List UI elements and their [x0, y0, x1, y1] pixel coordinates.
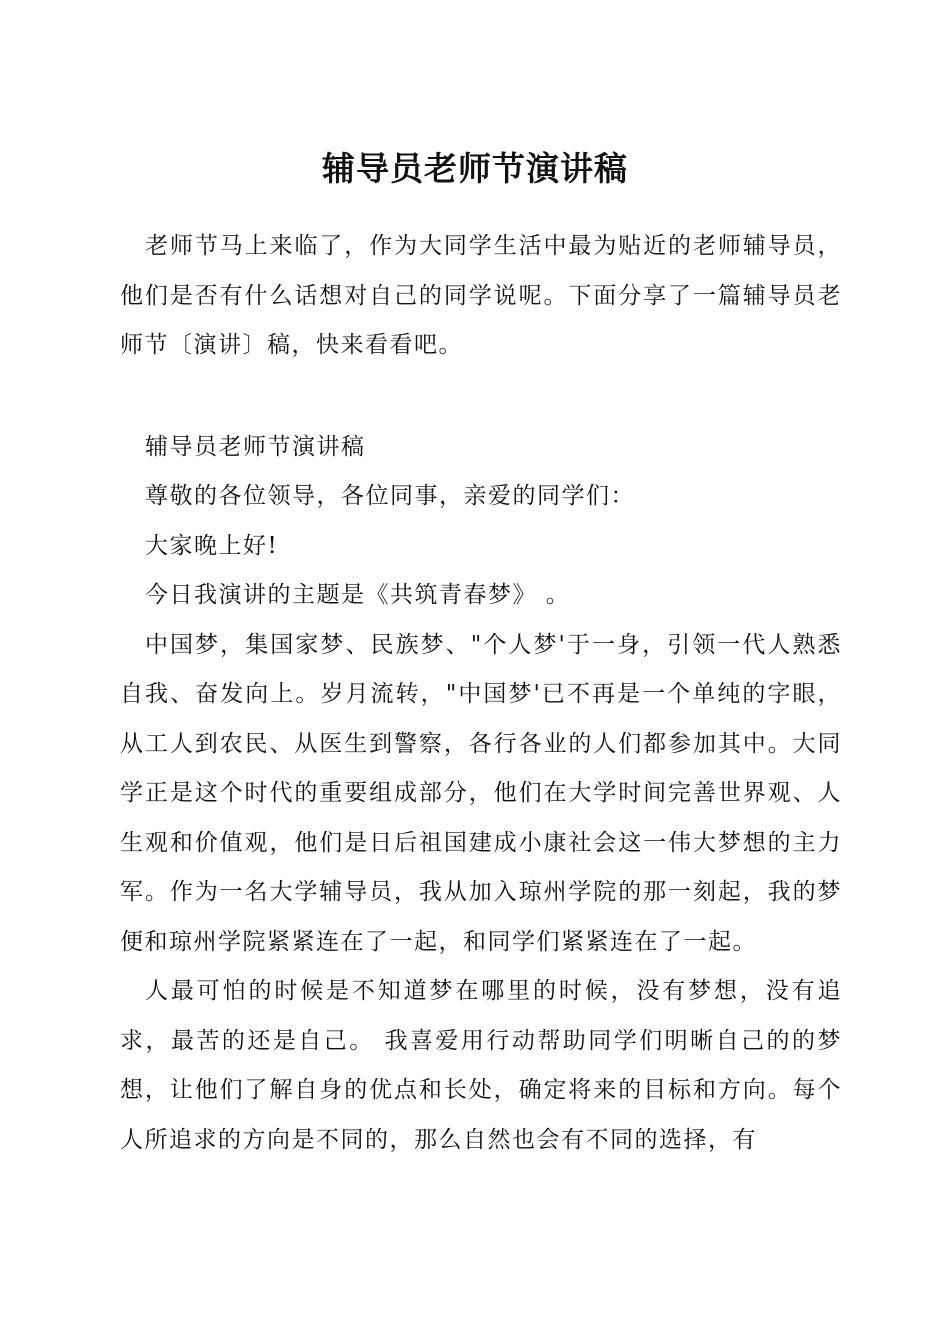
document-body — [120, 222, 842, 1165]
china-dream-paragraph: 中国梦，集国家梦、民族梦、"个人梦'于一身，引领一代人熟悉自我、奋发向上。岁月流转，"中国梦'已不再是一个单纯的字眼，从工人到农民、从医生到警察，各行各业的人们都参加其中。大同学正是这个时代的重要组成部分，他们在大学时间完善世界观、人生观和价值观，他们是日后祖国建成小康社会这一伟大梦想的主力军。作为一名大学辅导员，我从加入琼州学院的那一刻起，我的梦便和琼州学院紧紧连在了一起，和同学们紧紧连在了一起。 — [120, 631, 842, 955]
theme-paragraph: 今日我演讲的主题是《共筑青春梦》 。 — [145, 582, 571, 608]
intro-paragraph: 老师节马上来临了，作为大同学生活中最为贴近的老师辅导员，他们是否有什么话想对自己的同学说呢。下面分享了一篇辅导员老师节〔演讲〕稿，快来看看吧。 — [120, 233, 842, 358]
greeting-paragraph: 大家晚上好! — [145, 532, 279, 559]
dream-pursuit-paragraph: 人最可怕的时候是不知道梦在哪里的时候，没有梦想，没有追求，最苦的还是自己。 我喜爱用行动帮助同学们明晰自己的的梦想，让他们了解自身的优点和长处，确定将来的目标和方向。每个人所追求的方向是不同的，那么自然也会有不同的选择，有 — [120, 978, 842, 1153]
paragraph-spacer — [120, 371, 842, 423]
document-title: 辅导员老师节演讲稿 — [322, 149, 628, 188]
salutation-paragraph: 尊敬的各位领导，各位同事，亲爱的同学们： — [145, 483, 635, 509]
speech-heading: 辅导员老师节演讲稿 — [145, 433, 366, 460]
